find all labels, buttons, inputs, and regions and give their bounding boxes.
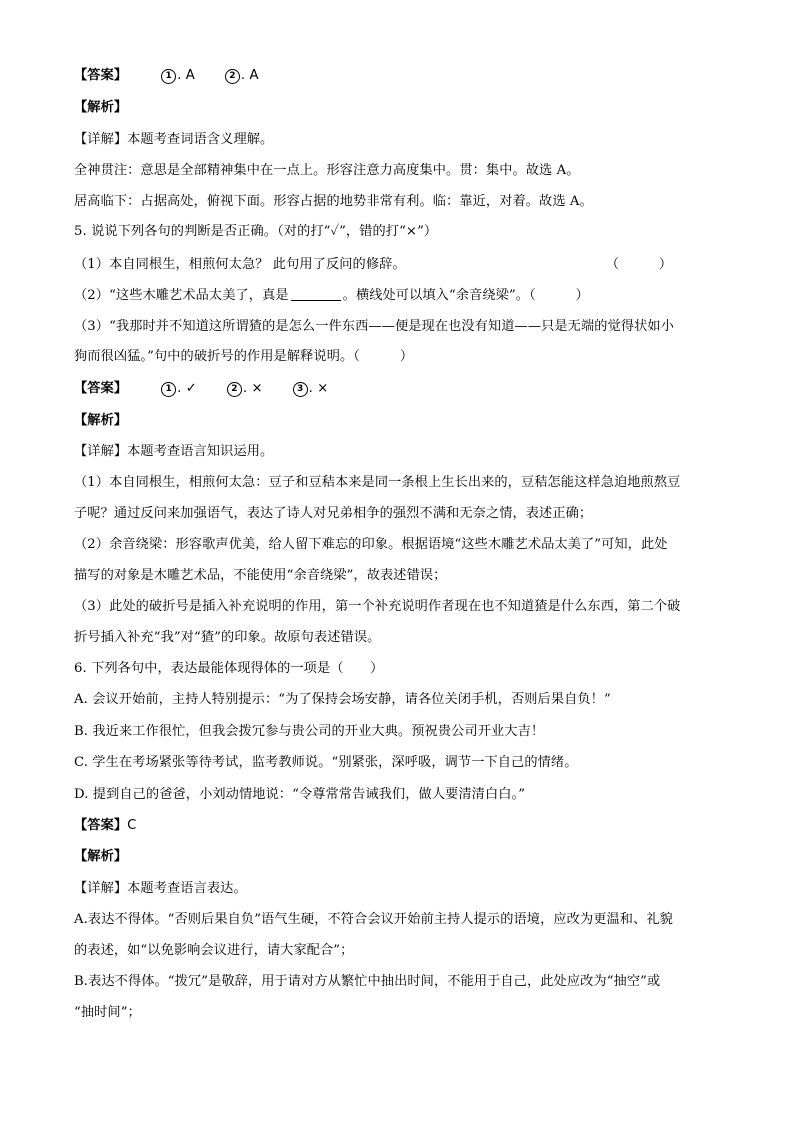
answer-tag: 【答案】 — [74, 818, 128, 833]
analysis-text: （2）余音绕梁：形容歌声优美，给人留下难忘的印象。根据语境“这些木雕艺术品太美了”可知，此处 — [74, 537, 668, 552]
analysis-tag: 【解析】 — [74, 849, 128, 864]
q6-answer-line — [74, 816, 136, 836]
answer-item-1: 1 . ✓ — [161, 381, 197, 396]
detail-line: 【详解】本题考查语言表达。 — [74, 881, 247, 896]
analysis-text: A.表达不得体。“否则后果自负”语气生硬，不符合会议开始前主持人提示的语境，应改为更温和、礼貌 — [74, 912, 673, 927]
analysis-tag: 【解析】 — [74, 413, 128, 428]
answer-tag: 【答案】 — [74, 68, 128, 83]
option-d: D. 提到自己的爸爸，小刘动情地说：“令尊常常告诫我们，做人要清清白白。” — [74, 787, 526, 802]
analysis-text: 的表述，如“以免影响会议进行，请大家配合”； — [74, 943, 354, 958]
circled-number: 2 — [227, 382, 242, 397]
analysis-text: 子呢？通过反问来加强语气，表达了诗人对兄弟相争的强烈不满和无奈之情，表述正确； — [74, 506, 593, 521]
answer-item-2: 2 . × — [227, 381, 263, 396]
analysis-text: 描写的对象是木雕艺术品，不能使用“余音绕梁”，故表述错误； — [74, 568, 447, 583]
analysis-text: “抽时间”； — [74, 1005, 141, 1020]
analysis-text: 居高临下：占据高处，俯视下面。形容占据的地势非常有利。临：靠近，对着。故选 A。 — [74, 194, 593, 209]
answer-tag: 【答案】 — [74, 381, 128, 396]
circled-number: 1 — [161, 69, 176, 84]
analysis-text: 全神贯注：意思是全部精神集中在一点上。形容注意力高度集中。贯：集中。故选 A。 — [74, 163, 580, 178]
answer-item-1: 1 . A — [161, 68, 195, 83]
q5-answer-line — [74, 379, 328, 399]
option-a: A. 会议开始前，主持人特别提示：“为了保持会场安静，请各位关闭手机，否则后果自负！” — [74, 692, 611, 707]
question-5-item-1: （1）本自同根生，相煎何太急？ 此句用了反问的修辞。 （ ） — [74, 257, 673, 272]
answer-value: C — [127, 818, 137, 833]
q4-answer-line — [74, 66, 259, 86]
circled-number: 1 — [161, 382, 176, 397]
analysis-tag: 【解析】 — [74, 100, 128, 115]
question-6-stem: 6. 下列各句中，表达最能体现得体的一项是（ ） — [74, 661, 384, 676]
analysis-text: （1）本自同根生，相煎何太急：豆子和豆秸本来是同一条根上生长出来的，豆秸怎能这样急迫地煎熬豆 — [74, 475, 681, 490]
circled-number: 2 — [225, 69, 240, 84]
fill-blank — [291, 288, 341, 301]
analysis-text: （3）此处的破折号是插入补充说明的作用，第一个补充说明作者现在也不知道猹是什么东西，第二个破 — [74, 599, 681, 614]
answer-item-3: 3 . × — [293, 381, 329, 396]
option-c: C. 学生在考场紧张等待考试，监考教师说。“别紧张，深呼吸，调节一下自己的情绪。 — [74, 755, 578, 770]
question-5-item-2: （2）“这些木雕艺术品太美了，真是 。横线处可以填入“余音绕梁”。（ ） — [74, 288, 589, 303]
option-b: B. 我近来工作很忙，但我会拨冗参与贵公司的开业大典。预祝贵公司开业大吉！ — [74, 724, 545, 739]
analysis-text: 折号插入补充“我”对“猹”的印象。故原句表述错误。 — [74, 630, 381, 645]
question-5-stem: 5. 说说下列各句的判断是否正确。（对的打“✓”，错的打“×”） — [74, 224, 438, 239]
answer-item-2: 2 . A — [225, 68, 259, 83]
circled-number: 3 — [293, 382, 308, 397]
question-5-item-3b: 狗而很凶猛。”句中的破折号的作用是解释说明。（ ） — [74, 349, 414, 364]
detail-line: 【详解】本题考查词语含义理解。 — [74, 132, 274, 147]
analysis-text: B.表达不得体。“拨冗”是敬辞，用于请对方从繁忙中抽出时间，不能用于自己，此处应改为“抽空”或 — [74, 974, 661, 989]
detail-line: 【详解】本题考查语言知识运用。 — [74, 444, 274, 459]
answer-paren: （ ） — [605, 257, 673, 272]
question-5-item-3a: （3）“我那时并不知道这所谓猹的是怎么一件东西——便是现在也没有知道——只是无端的觉得状如小 — [74, 319, 674, 334]
